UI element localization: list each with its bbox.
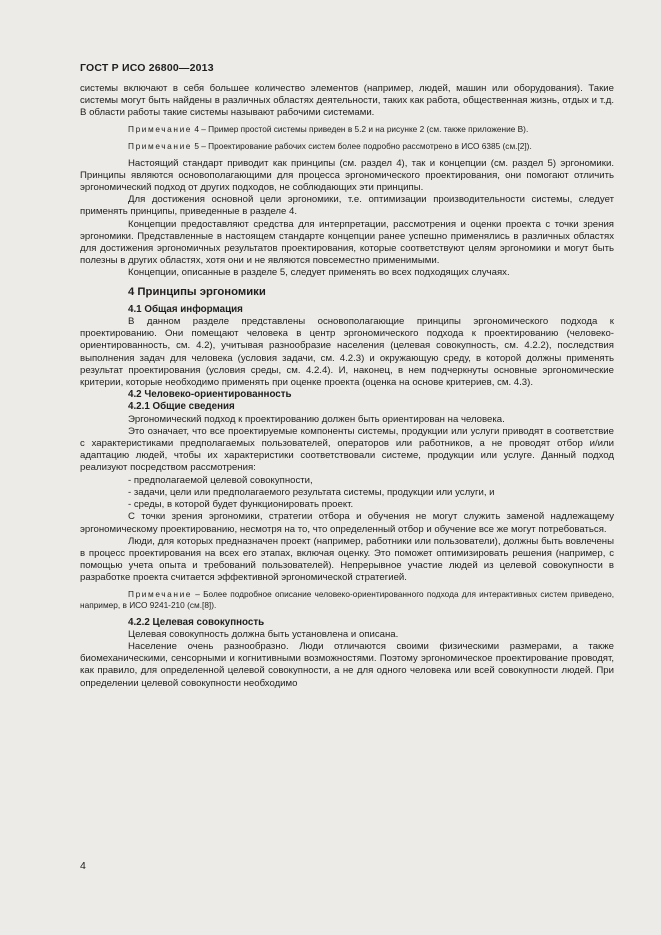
list-item: - предполагаемой целевой совокупности, xyxy=(128,474,313,486)
paragraph: Целевая совокупность должна быть установлена и описана. xyxy=(128,628,399,640)
subsection-heading: 4.1 Общая информация xyxy=(128,303,243,315)
paragraph: Концепции, описанные в разделе 5, следует применять во всех подходящих случаях. xyxy=(128,267,510,279)
paragraph: системы включают в себя большее количество элементов (например, людей, машин или оборудования). Такие системы могут быть найдены в различных областях деятельности, таких как работа, общественная жизнь, отдых и т.д. В области работы такие системы называют рабочими системами. xyxy=(80,83,614,119)
subsection-heading: 4.2.2 Целевая совокупность xyxy=(128,616,265,628)
page-header: ГОСТ Р ИСО 26800—2013 xyxy=(80,62,214,74)
section-heading: 4 Принципы эргономики xyxy=(128,285,266,298)
list-item: - среды, в которой будет функционировать проект. xyxy=(128,499,354,511)
paragraph: С точки зрения эргономики, стратегии отбора и обучения не могут служить заменой надлежащему эргономическому проектированию, несмотря на то, что определенный отбор и обучение все же могут потребоваться. xyxy=(80,511,614,535)
note xyxy=(80,124,614,135)
note-text: 4 – Пример простой системы приведен в 5.2 и на рисунке 2 (см. также приложение В). xyxy=(194,123,529,134)
paragraph: В данном разделе представлены основополагающие принципы эргономического подхода к проектированию. Они помещают человека в центр эргономического подхода к проектированию (человеко-ориентированность, см. 4.2), учитывая разнообразие населения (целевая совокупность, см. 4.2.2), последствия выполнения задач для человека (условия задачи, см. 4.2.3) и окружающую среду, в которой должны применять результат проектирования (условия среды, см. 4.2.4). И, наконец, в нем подчеркнуты основные эргономические критерии, которые необходимо применять при оценке проекта (оценка на основе критериев, см. 4.3). xyxy=(80,316,614,389)
note xyxy=(80,589,614,611)
paragraph: Эргономический подход к проектированию должен быть ориентирован на человека. xyxy=(128,413,505,425)
page-number: 4 xyxy=(80,860,86,872)
note-label: Примечание xyxy=(128,123,193,134)
paragraph: Это означает, что все проектируемые компоненты системы, продукции или услуги приводят в соответствие с характеристиками предполагаемых пользователей, операторов или работников, а не проводят отбор и/или адаптацию людей, чтобы их характеристики соответствовали системе, продукции или услуге. Данный подход реализуют посредством рассмотрения: xyxy=(80,425,614,474)
paragraph: Для достижения основной цели эргономики, т.е. оптимизации производительности системы, следует применять принципы, приведенные в разделе 4. xyxy=(80,194,614,218)
page-body xyxy=(80,83,614,690)
note-text: – Более подробное описание человеко-ориентированного подхода для интерактивных систем приведено, например, в ИСО 9241-210 (см.[8]). xyxy=(80,588,615,610)
paragraph: Население очень разнообразно. Люди отличаются своими физическими размерами, а также биомеханическими, сенсорными и когнитивными возможностями. Поэтому эргономическое проектирование проводят, как правило, для определенной целевой совокупности, а не для одного человека или всей совокупности людей. При определении целевой совокупности необходимо xyxy=(80,640,614,689)
list-item: - задачи, цели или предполагаемого результата системы, продукции или услуги, и xyxy=(128,486,495,498)
paragraph: Люди, для которых предназначен проект (например, работники или пользователи), должны быть вовлечены в процесс проектирования на всех его этапах, включая оценку. Это поможет оптимизировать решения (например, с помощью учета опыта и требований пользователей). Непрерывное участие людей из целевой совокупности в разработке проекта считается эффективной эргономической стратегией. xyxy=(80,535,614,584)
subsection-heading: 4.2 Человеко-ориентированность xyxy=(128,389,292,401)
note-label: Примечание xyxy=(128,140,193,151)
paragraph: Настоящий стандарт приводит как принципы (см. раздел 4), так и концепции (см. раздел 5) эргономики. Принципы являются основополагающими для процесса эргономического проектирования, они помогают отличить эргономический подход от других подходов, не соблюдающих эти принципы. xyxy=(80,157,614,194)
note-label: Примечание xyxy=(128,588,193,599)
paragraph: Концепции предоставляют средства для интерпретации, рассмотрения и оценки проекта с точки зрения эргономики. Представленные в настоящем стандарте концепции ранее успешно применялись в различных областях для достижения эргономичных результатов проектирования, которые соответствуют целям эргономики и могут быть полезны в других областях, хотя они и не являются повсеместно применимыми. xyxy=(80,218,614,267)
subsection-heading: 4.2.1 Общие сведения xyxy=(128,401,235,413)
note xyxy=(80,141,614,152)
note-text: 5 – Проектирование рабочих систем более подробно рассмотрено в ИСО 6385 (см.[2]). xyxy=(194,140,532,151)
